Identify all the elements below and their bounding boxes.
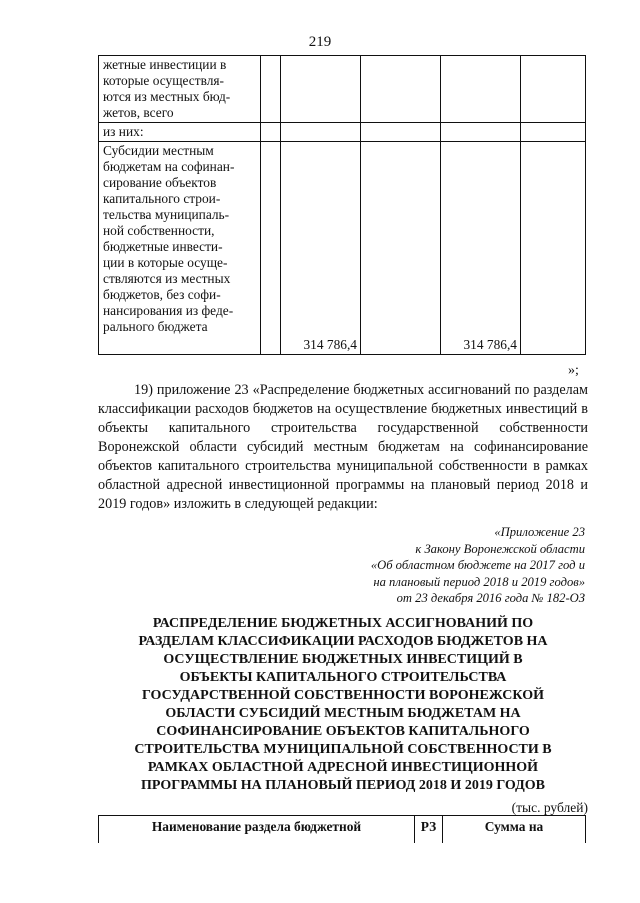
- amount-cell: 314 786,4: [441, 142, 521, 355]
- row-label: Субсидии местным бюджетам на софинан- сирование объектов капитального строи- тельства муниципаль- ной собственности, бюджетные инвести- ции в которые осуще- ствляются из местных бюджетов, без софи- нансирования из феде- рального бюджета: [99, 142, 261, 355]
- row-label: из них:: [99, 123, 261, 142]
- units-label: (тыс. рублей): [511, 800, 588, 815]
- allocation-table-header: [98, 815, 586, 843]
- document-title: РАСПРЕДЕЛЕНИЕ БЮДЖЕТНЫХ АССИГНОВАНИЙ ПО РАЗДЕЛАМ КЛАССИФИКАЦИИ РАСХОДОВ БЮДЖЕТОВ НА ОСУЩЕСТВЛЕНИЕ БЮДЖЕТНЫХ ИНВЕСТИЦИЙ В ОБЪЕКТЫ КАПИТАЛЬНОГО СТРОИТЕЛЬСТВА ГОСУДАРСТВЕННОЙ СОБСТВЕННОСТИ ВОРОНЕЖСКОЙ ОБЛАСТИ СУБСИДИЙ МЕСТНЫМ БЮДЖЕТАМ НА СОФИНАНСИРОВАНИЕ ОБЪЕКТОВ КАПИТАЛЬНОГО СТРОИТЕЛЬСТВА МУНИЦИПАЛЬНОЙ СОБСТВЕННОСТИ В РАМКАХ ОБЛАСТНОЙ АДРЕСНОЙ ИНВЕСТИЦИОННОЙ ПРОГРАММЫ НА ПЛАНОВЫЙ ПЕРИОД 2018 И 2019 ГОДОВ: [134, 616, 552, 793]
- header-rz: РЗ: [415, 816, 443, 844]
- appendix-reference: «Приложение 23 к Закону Воронежской области «Об областном бюджете на 2017 год и на плановый период 2018 и 2019 годов» от 23 декабря 2016 года № 182-ОЗ: [370, 525, 585, 605]
- closing-quote: »;: [568, 363, 579, 378]
- amendment-paragraph: 19) приложение 23 «Распределение бюджетных ассигнований по разделам классификации расходов бюджетов на осуществление бюджетных инвестиций в объекты капитального строительства государственной собственности Воронежской области субсидий местным бюджетам на софинансирование объектов капитального строительства муниципальной собственности в рамках областной адресной инвестиционной программы на плановый период 2018 и 2019 годов» изложить в следующей редакции:: [98, 382, 588, 512]
- table-row: [99, 142, 586, 355]
- table-row: [99, 123, 586, 142]
- amount-cell: 314 786,4: [281, 142, 361, 355]
- table-row: [99, 56, 586, 123]
- header-sum: Сумма на: [443, 816, 586, 844]
- row-label: жетные инвестиции в которые осуществля- ются из местных бюд- жетов, всего: [99, 56, 261, 123]
- page-number: 219: [308, 34, 332, 50]
- table-header-row: [99, 816, 586, 844]
- header-name: Наименование раздела бюджетной: [99, 816, 415, 844]
- continued-budget-table: [98, 55, 586, 355]
